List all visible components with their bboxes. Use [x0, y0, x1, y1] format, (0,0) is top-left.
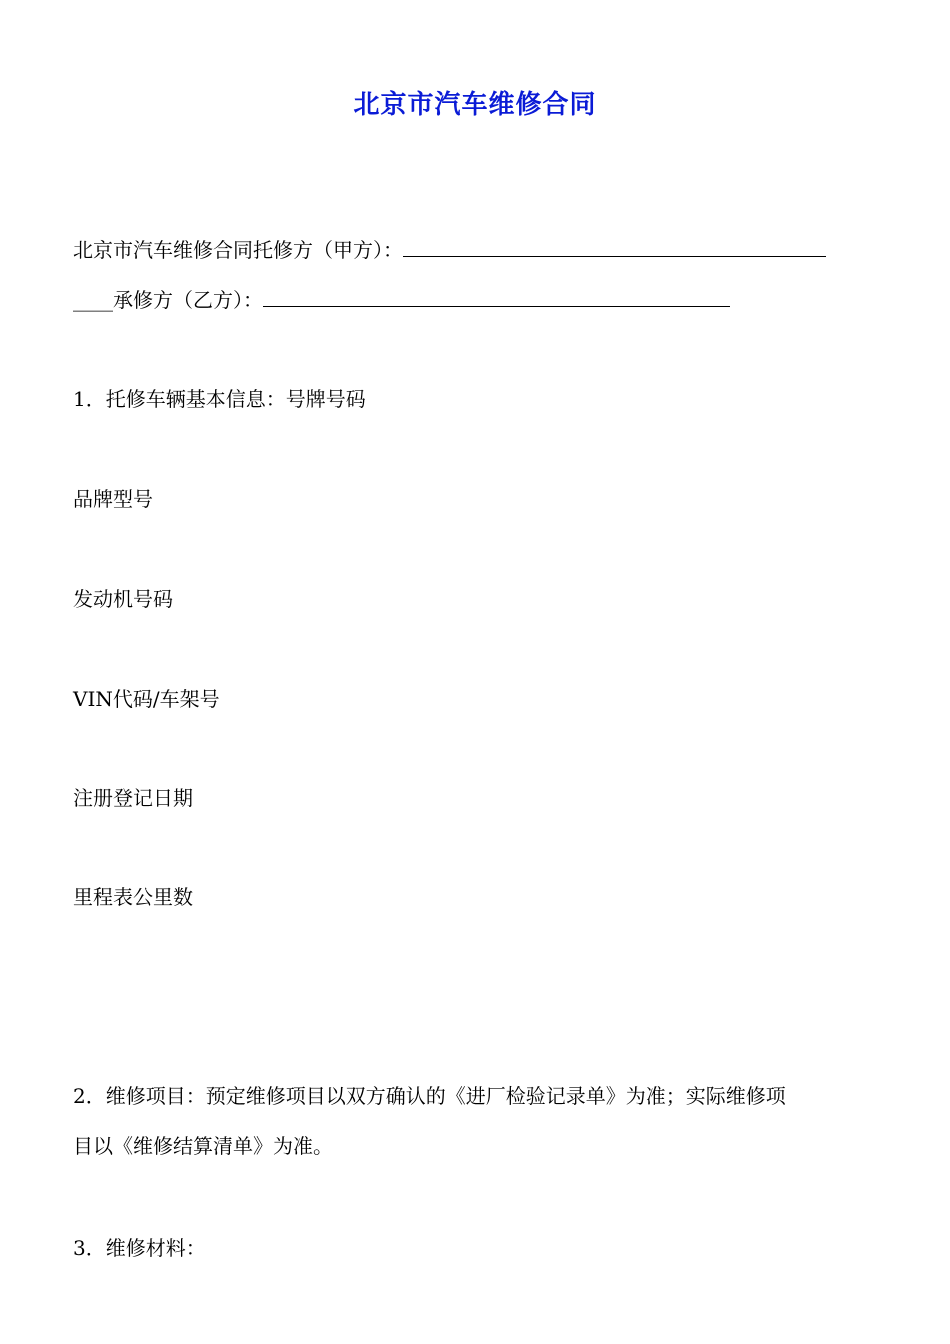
- vehicle-field-registration-date: 注册登记日期: [73, 786, 193, 810]
- section2-line1: 2．维修项目：预定维修项目以双方确认的《进厂检验记录单》为准；实际维修项: [73, 1084, 786, 1108]
- party-a-blank: [403, 238, 826, 257]
- section1-heading: 1．托修车辆基本信息：号牌号码: [73, 387, 366, 411]
- document-title: 北京市汽车维修合同: [353, 90, 597, 120]
- vehicle-field-engine-number: 发动机号码: [73, 587, 173, 611]
- section3-heading: 3．维修材料：: [73, 1236, 206, 1260]
- party-b-line: [73, 287, 730, 313]
- party-b-blank: [263, 288, 730, 307]
- vehicle-field-vin: VIN代码/车架号: [73, 687, 220, 711]
- section2-line2: 目以《维修结算清单》为准。: [73, 1134, 333, 1158]
- party-b-prefix: ____: [73, 288, 113, 312]
- party-a-label: 北京市汽车维修合同托修方（甲方）：: [73, 238, 403, 262]
- vehicle-field-odometer: 里程表公里数: [73, 885, 193, 909]
- party-a-line: [73, 237, 826, 263]
- vehicle-field-brand-model: 品牌型号: [73, 487, 153, 511]
- party-b-label: 承修方（乙方）：: [113, 288, 263, 312]
